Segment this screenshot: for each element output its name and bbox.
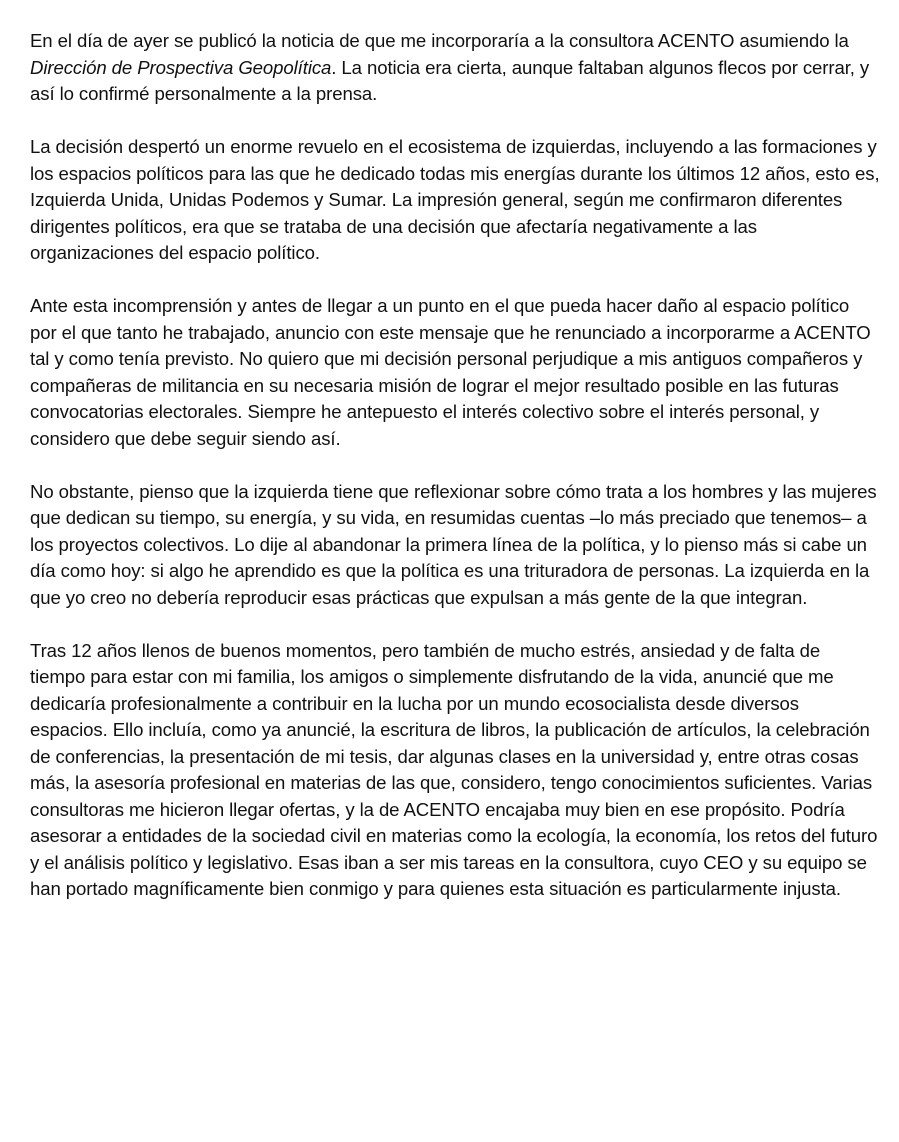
paragraph-3: Ante esta incomprensión y antes de llegar a un punto en el que pueda hacer daño al espacio político por el que tanto he trabajado, anuncio con este mensaje que he renunciado a incorporarme a ACENTO tal y como tenía previsto. No quiero que mi decisión personal perjudique a mis antiguos compañeros y compañeras de militancia en su necesaria misión de lograr el mejor resultado posible en las futuras convocatorias electorales. Siempre he antepuesto el interés colectivo sobre el interés personal, y considero que debe seguir siendo así. <box>30 295 871 449</box>
paragraph-5: Tras 12 años llenos de buenos momentos, pero también de mucho estrés, ansiedad y de falta de tiempo para estar con mi familia, los amigos o simplemente disfrutando de la vida, anuncié que me dedicaría profesionalmente a contribuir en la lucha por un mundo ecosocialista desde diversos espacios. Ello incluía, como ya anuncié, la escritura de libros, la publicación de artículos, la celebración de conferencias, la presentación de mi tesis, dar algunas clases en la universidad y, entre otras cosas más, la asesoría profesional en materias de las que, considero, tengo conocimientos suficientes. Varias consultoras me hicieron llegar ofertas, y la de ACENTO encajaba muy bien en ese propósito. Podría asesorar a entidades de la sociedad civil en materias como la ecología, la economía, los retos del futuro y el análisis político y legislativo. Esas iban a ser mis tareas en la consultora, cuyo CEO y su equipo se han portado magníficamente bien conmigo y para quienes esta situación es particularmente injusta. <box>30 639 878 899</box>
document-body <box>30 28 880 903</box>
paragraph-1-text-end: . La noticia era cierta, aunque faltaban algunos flecos por cerrar, y así lo confirmé personalmente a la prensa. <box>30 56 870 104</box>
paragraph-4: No obstante, pienso que la izquierda tiene que reflexionar sobre cómo trata a los hombres y las mujeres que dedican su tiempo, su energía, y su vida, en resumidas cuentas –lo más preciado que tenemos– a los proyectos colectivos. Lo dije al abandonar la primera línea de la política, y lo pienso más si cabe un día como hoy: si algo he aprendido es que la política es una trituradora de personas. La izquierda en la que yo creo no debería reproducir esas prácticas que expulsan a más gente de la que integran. <box>30 480 877 608</box>
paragraph-2: La decisión despertó un enorme revuelo en el ecosistema de izquierdas, incluyendo a las formaciones y los espacios políticos para las que he dedicado todas mis energías durante los últimos 12 años, esto es, Izquierda Unida, Unidas Podemos y Sumar. La impresión general, según me confirmaron diferentes dirigentes políticos, era que se trataba de una decisión que afectaría negativamente a las organizaciones del espacio político. <box>30 136 880 263</box>
paragraph-1-italic-title: Dirección de Prospectiva Geopolítica <box>30 56 332 78</box>
paragraph-1-text-start: En el día de ayer se publicó la noticia de que me incorporaría a la consultora ACENTO asumiendo la <box>30 30 849 51</box>
paragraph-1 <box>30 28 880 108</box>
